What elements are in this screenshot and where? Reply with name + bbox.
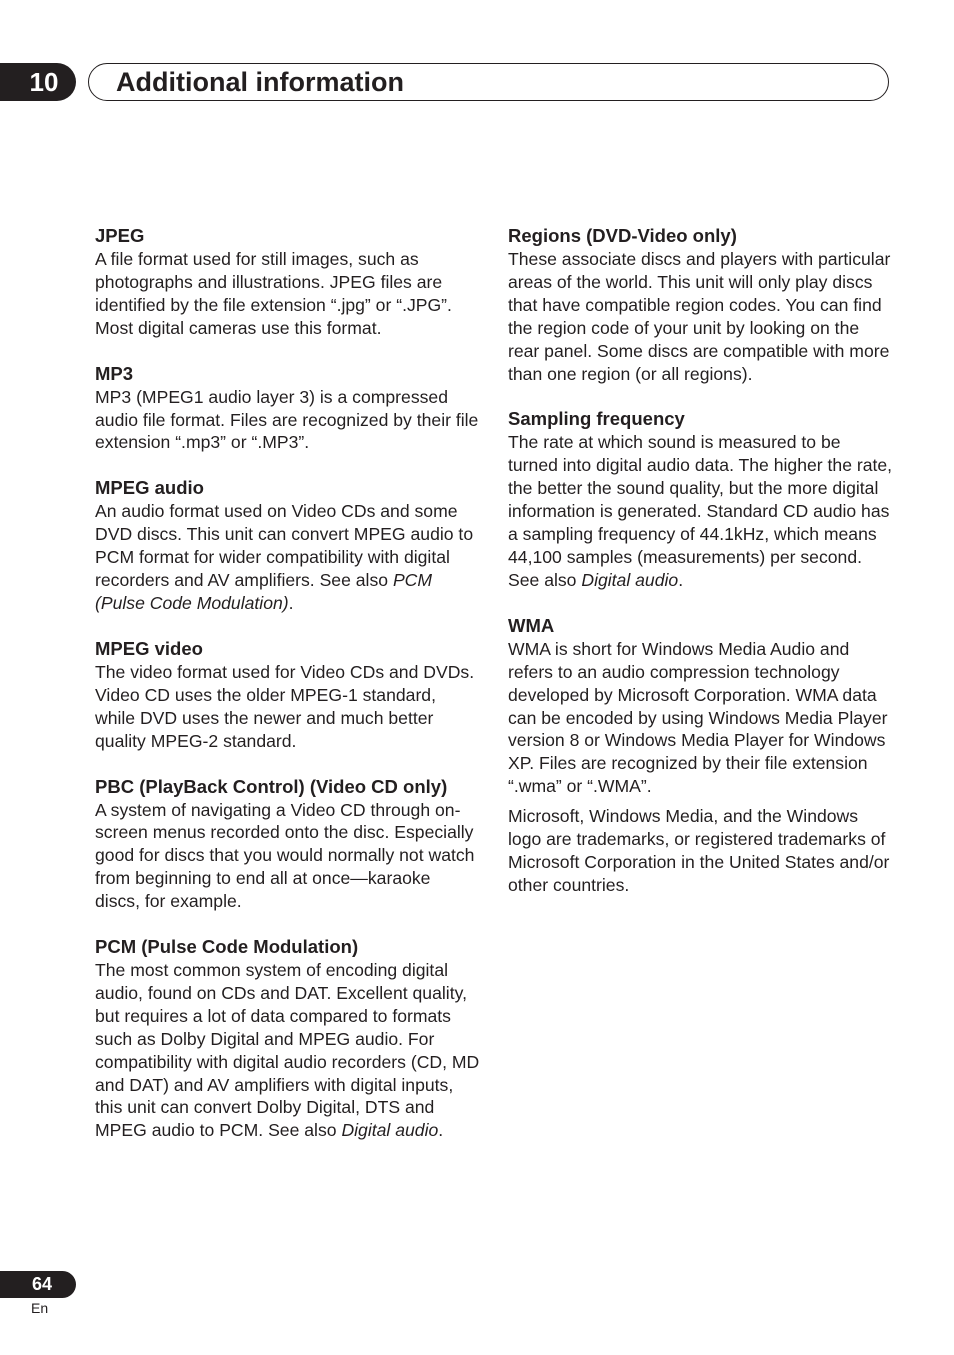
- definition-text: The most common system of encoding digital audio, found on CDs and DAT. Excellent quality, but requires a lot of data compared to formats such as Dolby Digital and MPEG audio. For compatibility with digital audio recorders (CD, MD and DAT) and AV amplifiers with digital inputs, this unit can convert Dolby Digital, DTS and MPEG audio to PCM. See also: [95, 960, 480, 1141]
- definition-text: .: [438, 1120, 444, 1141]
- glossary-definition: [95, 799, 480, 914]
- glossary-term: MP3: [95, 362, 134, 384]
- glossary-term: MPEG video: [95, 637, 203, 659]
- chapter-number-badge: 10: [0, 63, 76, 101]
- definition-text: A system of navigating a Video CD through on-screen menus recorded onto the disc. Especially good for discs that you would normally not watch from beginning to end all at once—karaoke discs, for example.: [95, 799, 475, 912]
- glossary-entry: [508, 407, 893, 591]
- glossary-term: PCM (Pulse Code Modulation): [95, 936, 359, 958]
- glossary-term: PBC (PlayBack Control) (Video CD only): [95, 775, 448, 797]
- glossary-term: MPEG audio: [95, 477, 204, 499]
- definition-text: These associate discs and players with particular areas of the world. This unit will only play discs that have compatible region codes. You can find the region code of your unit by looking on the rear panel. Some discs are compatible with more than one region (or all regions).: [508, 249, 891, 384]
- glossary-definition: [95, 661, 480, 753]
- glossary-entry: [95, 775, 480, 914]
- glossary-entry: [95, 637, 480, 753]
- cross-reference: PCM (Pulse Code Modulation): [95, 570, 433, 613]
- glossary-entry: [95, 476, 480, 615]
- glossary-term: WMA: [508, 614, 555, 636]
- glossary-term: JPEG: [95, 225, 145, 246]
- definition-text: The video format used for Video CDs and DVDs. Video CD uses the older MPEG-1 standard, while DVD uses the newer and much better quality MPEG-2 standard.: [95, 661, 475, 751]
- glossary-definition: [95, 959, 480, 1142]
- glossary-definition: [508, 638, 893, 798]
- definition-text: .: [288, 592, 294, 613]
- glossary-entry: [508, 224, 893, 385]
- definition-text: MP3 (MPEG1 audio layer 3) is a compressed audio file format. Files are recognized by their file extension “.mp3” or “.MP3”.: [95, 386, 479, 453]
- glossary-definition: [95, 386, 480, 455]
- definition-text: The rate at which sound is measured to be turned into digital audio data. The higher the rate, the better the sound quality, but the more digital information is generated. Standard CD audio has a sampling frequency of 44.1kHz, which means 44,100 samples (measurements) per second. See also: [508, 432, 893, 590]
- definition-text: WMA is short for Windows Media Audio and refers to an audio compression technology developed by Microsoft Corporation. WMA data can be encoded by using Windows Media Player version 8 or Windows Media Player for Windows XP. Files are recognized by their file extension “.wma” or “.WMA”.: [508, 638, 888, 797]
- glossary-entry: [95, 224, 480, 340]
- glossary-definition: [508, 805, 893, 897]
- left-column: [95, 224, 480, 1164]
- glossary-entry: [508, 614, 893, 897]
- glossary-term: Sampling frequency: [508, 408, 685, 430]
- cross-reference: Digital audio: [581, 569, 679, 590]
- definition-text: A file format used for still images, such as photographs and illustrations. JPEG files are identified by the file extension “.jpg” or “.JPG”. Most digital cameras use this format.: [95, 249, 452, 338]
- glossary-definition: [508, 248, 893, 385]
- glossary-entry: [95, 362, 480, 455]
- right-column: [508, 224, 893, 919]
- cross-reference: Digital audio: [341, 1120, 439, 1141]
- glossary-definition: [95, 248, 480, 340]
- glossary-term: Regions (DVD-Video only): [508, 225, 737, 246]
- definition-text: Microsoft, Windows Media, and the Windows logo are trademarks, or registered trademarks of Microsoft Corporation in the United States and/or other countries.: [508, 806, 890, 895]
- glossary-definition: [95, 500, 480, 615]
- page-number-badge: 64: [0, 1271, 76, 1298]
- language-code: En: [31, 1300, 49, 1316]
- definition-text: .: [678, 569, 684, 590]
- chapter-title: Additional information: [116, 67, 404, 97]
- definition-text: An audio format used on Video CDs and some DVD discs. This unit can convert MPEG audio to PCM format for wider compatibility with digital recorders and AV amplifiers. See also: [95, 501, 474, 591]
- glossary-definition: [508, 431, 893, 591]
- glossary-entry: [95, 935, 480, 1142]
